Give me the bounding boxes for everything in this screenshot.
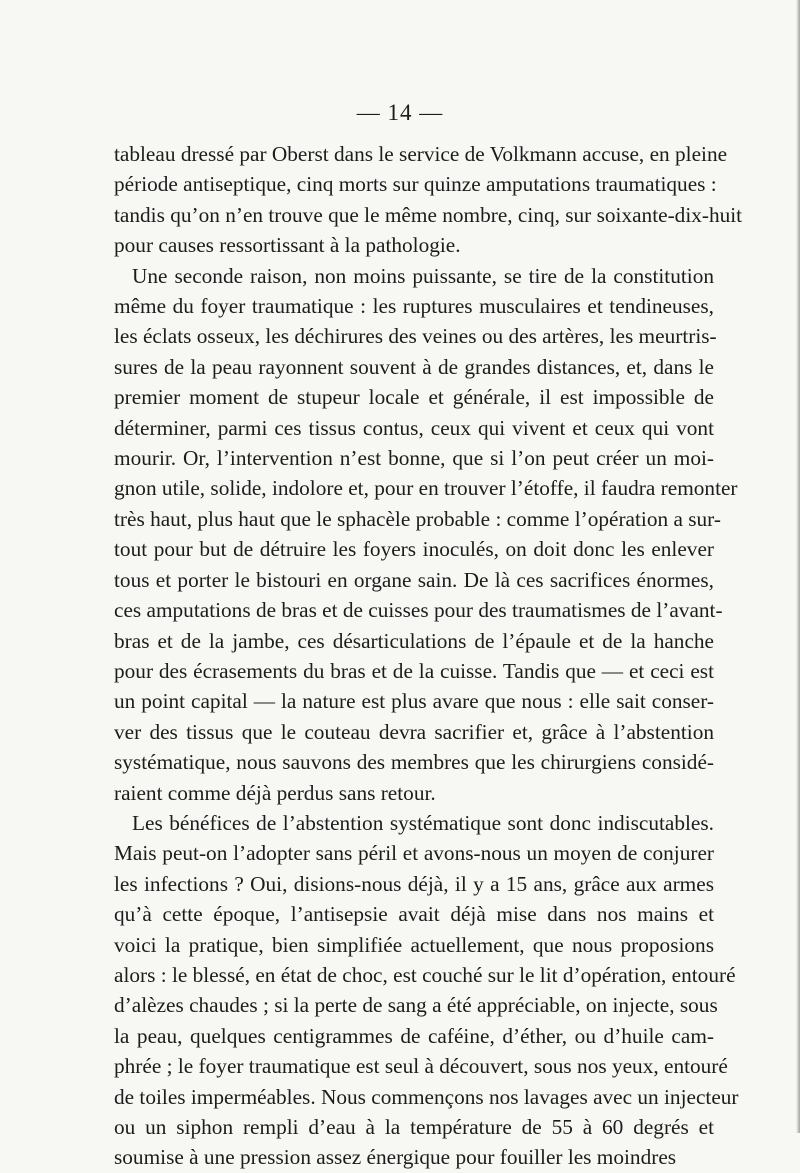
text-line: de toiles imperméables. Nous commençons nos lavages avec un injecteur (114, 1084, 739, 1109)
text-line: voici la pratique, bien simplifiée actuellement, que nous proposions (114, 932, 714, 957)
text-line: même du foyer traumatique : les ruptures musculaires et tendineuses, (114, 294, 714, 319)
page-number: — 14 — (356, 100, 444, 125)
text-line: ces amputations de bras et de cuisses pour des traumatismes de l’avant- (114, 598, 723, 623)
text-line: tout pour but de détruire les foyers inoculés, on doit donc les enlever (114, 537, 714, 562)
text-line: tandis qu’on n’en trouve que le même nombre, cinq, sur soixante-dix-huit (114, 202, 743, 227)
text-line: très haut, plus haut que le sphacèle probable : comme l’opération a sur- (114, 506, 721, 531)
text-line: Les bénéfices de l’abstention systématique sont donc indiscutables. (132, 810, 714, 835)
text-line: qu’à cette époque, l’antisepsie avait déjà mise dans nos mains et (114, 902, 714, 927)
body-text (114, 139, 743, 1173)
text-line: mourir. Or, l’intervention n’est bonne, que si l’on peut créer un moi- (114, 446, 714, 471)
text-line: tableau dressé par Oberst dans le service de Volkmann accuse, en pleine (114, 142, 728, 166)
text-line: alors : le blessé, en état de choc, est couché sur le lit d’opération, entouré (114, 962, 736, 987)
text-line: un point capital — la nature est plus avare que nous : elle sait conser- (114, 689, 714, 714)
text-line: bras et de la jambe, ces désarticulations de l’épaule et de la hanche (114, 628, 714, 653)
text-line: d’alèzes chaudes ; si la perte de sang a été appréciable, on injecte, sous (114, 993, 718, 1018)
text-line: raient comme déjà perdus sans retour. (114, 780, 436, 805)
text-line: ou un siphon rempli d’eau à la température de 55 à 60 degrés et (114, 1115, 714, 1139)
text-line: pour des écrasements du bras et de la cuisse. Tandis que — et ceci est (114, 658, 714, 683)
text-line: soumise à une pression assez énergique pour fouiller les moindres (114, 1145, 677, 1170)
text-line: tous et porter le bistouri en organe sain. De là ces sacrifices énormes, (114, 567, 714, 592)
text-line: Une seconde raison, non moins puissante, se tire de la constitution (132, 263, 714, 288)
text-line: gnon utile, solide, indolore et, pour en trouver l’étoffe, il faudra remonter (114, 476, 738, 501)
text-line: période antiseptique, cinq morts sur quinze amputations traumatiques : (114, 172, 717, 197)
page-edge-shadow (796, 0, 800, 1133)
text-line: systématique, nous sauvons des membres que les chirurgiens considé- (114, 750, 714, 775)
text-line: ver des tissus que le couteau devra sacrifier et, grâce à l’abstention (114, 719, 714, 744)
text-line: premier moment de stupeur locale et générale, il est impossible de (114, 385, 714, 410)
text-line: pour causes ressortissant à la pathologie. (114, 233, 461, 258)
paragraph (114, 808, 739, 1173)
paragraph (114, 139, 743, 261)
paragraph (114, 261, 738, 808)
text-line: sures de la peau rayonnent souvent à de grandes distances, et, dans le (114, 354, 714, 379)
text-line: la peau, quelques centigrammes de caféine, d’éther, ou d’huile cam- (114, 1023, 714, 1048)
text-line: phrée ; le foyer traumatique est seul à découvert, sous nos yeux, entouré (114, 1054, 728, 1079)
text-line: les infections ? Oui, disions-nous déjà, il y a 15 ans, grâce aux armes (114, 871, 714, 896)
text-line: Mais peut-on l’adopter sans péril et avons-nous un moyen de conjurer (114, 841, 714, 866)
text-line: les éclats osseux, les déchirures des veines ou des artères, les meurtris- (114, 324, 717, 349)
text-line: déterminer, parmi ces tissus contus, ceux qui vivent et ceux qui vont (114, 415, 714, 440)
